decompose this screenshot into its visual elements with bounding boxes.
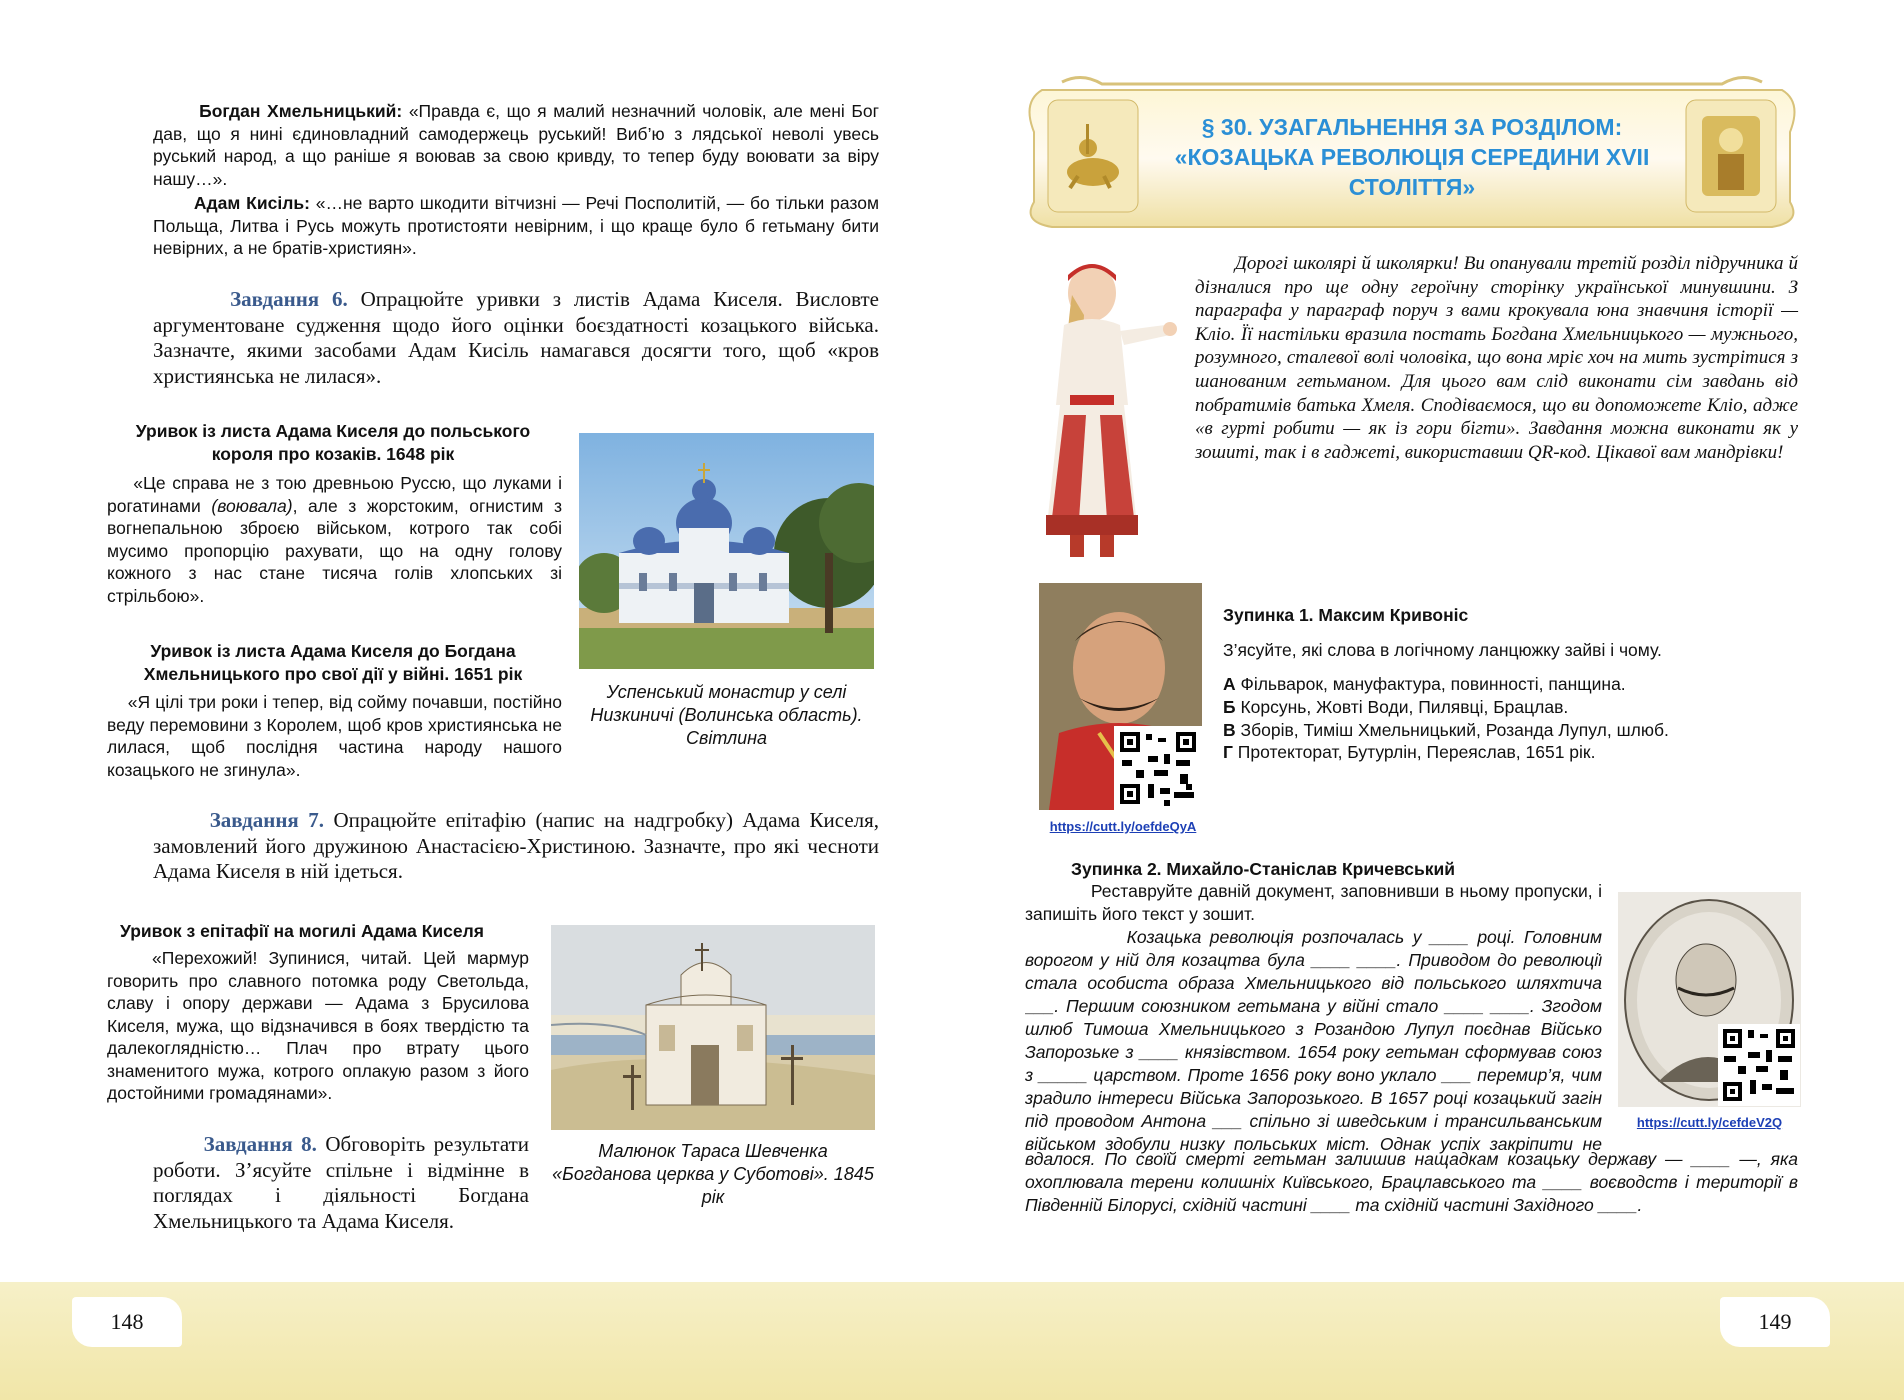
- saint-icon: [1696, 110, 1766, 202]
- horseman-emblem-icon: [1058, 110, 1128, 202]
- qr-code-icon[interactable]: [1114, 726, 1202, 810]
- page-number-left: 148: [72, 1297, 182, 1347]
- photo-1-caption: Успенський монастир у селі Низкиничі (Волинська область). Світлина: [590, 682, 863, 748]
- shevchenko-painting: [551, 925, 875, 1130]
- section-title: § 30. УЗАГАЛЬНЕННЯ ЗА РОЗДІЛОМ: «КОЗАЦЬКА РЕВОЛЮЦІЯ СЕРЕДИНИ XVII СТОЛІТТЯ»: [1174, 114, 1650, 200]
- quote-kysil: [153, 192, 879, 260]
- stop-2-document-bottom: вдалося. По своїй смерті гетьман залишив нащадкам козацьку державу — ____ —, яка охоплювала терени колишніх Київського, Брацлавського та ____ воєводств і території в Південній Білорусі, східній частині ____ та східній частині Західного ____.: [1025, 1149, 1798, 1215]
- stop-1-link[interactable]: https://cutt.ly/oefdeQyA: [1049, 819, 1197, 834]
- intro-text: Дорогі школярі й школярки! Ви опанували третій розділ підручника й дізналися про ще одну героїчну сторінку української минувшини. З параграфа у параграф поруч з вами крокувала юна знавчиня історії — Кліо. Її настільки вразила постать Богдана Хмельницького — мужнього, розумного, сталевої волі чоловіка, що вона мріє хоч на мить зустрітися з шанованим гетьманом. Для цього вам слід виконати сім завдань від побратимів батька Хмеля. Сподіваємося, що ви допоможете Кліо, адже «в гурті робити — як із гори бігти». Завдання можна виконати як у зошиті, так і в гаджеті, використавши QR-код. Цікавої вам мандрівки!: [1195, 253, 1798, 463]
- monastery-photo: [579, 433, 874, 669]
- stop-2-link[interactable]: https://cutt.ly/cefdeV2Q: [1636, 1115, 1783, 1130]
- list-item: Г Протекторат, Бутурлін, Переяслав, 1651 рік.: [1223, 742, 1596, 763]
- excerpt-1-text: «Це справа не з тою древньою Руссю, що луками і рогатинами (воювала), але з жорстоким, огнистим з вогнепальною зброєю військом, котрого так собі мусимо пропорцію рахувати, що на одну голову кожного з нас стане тисяча голів хлопських зі стрільбою».: [107, 473, 563, 606]
- task-8: [153, 1132, 529, 1234]
- task-label: Завдання 8.: [203, 1132, 317, 1156]
- task-7: [153, 808, 879, 885]
- excerpt-1-title: Уривок із листа Адама Киселя до польського короля про козаків. 1648 рік: [135, 421, 531, 464]
- task-text: Опрацюйте епітафію (напис на надгробку) Адама Киселя, замовлений його дружиною Анастасією-Христиною. Зазначте, про які чесноти Адама Киселя в ній ідеться.: [153, 808, 880, 883]
- stop-1-title: Зупинка 1. Максим Кривоніс: [1223, 605, 1469, 625]
- task-text: Опрацюйте уривки з листів Адама Киселя. Висловте аргументоване судження щодо його оцінки боєздатності козацького війська. Зазначте, якими засобами Адам Кисіль намагався досягти того, щоб «кров християнська не лилася».: [153, 287, 879, 388]
- task-6: [153, 287, 879, 389]
- clio-illustration: [1020, 255, 1180, 565]
- qr-code-icon[interactable]: [1718, 1024, 1800, 1106]
- list-item: А Фільварок, мануфактура, повинності, панщина.: [1223, 674, 1626, 694]
- stop-2-title: Зупинка 2. Михайло-Станіслав Кричевський: [1071, 859, 1456, 879]
- photo-2-caption: Малюнок Тараса Шевченка «Богданова церква у Суботові». 1845 рік: [552, 1141, 874, 1207]
- stop-2-instruction: Реставруйте давній документ, заповнивши в ньому пропуски, і запишіть його текст у зошит.: [1025, 881, 1602, 924]
- list-item: В Зборів, Тиміш Хмельницький, Розанда Лупул, шлюб.: [1223, 719, 1669, 740]
- excerpt-2-title: Уривок із листа Адама Киселя до Богдана Хмельницького про свої дії у війні. 1651 рік: [143, 641, 523, 684]
- quote-speaker: Богдан Хмельницький:: [199, 101, 403, 121]
- excerpt-3-title: Уривок з епітафії на могилі Адама Киселя: [120, 921, 484, 941]
- quote-text: «…не варто шкодити вітчизні — Речі Посполитій, — бо тільки разом Польща, Литва і Русь можуть протистояти невірним, і що краще було б гетьману бити невірних, а не братів-християн».: [153, 193, 879, 258]
- task-text: Обговоріть результати роботи. З’ясуйте спільне і відмінне в поглядах і діяльності Богдана Хмельницького та Адама Киселя.: [153, 1132, 530, 1233]
- section-banner: [1022, 72, 1802, 234]
- page-footer: [0, 1282, 1904, 1400]
- list-item: Б Корсунь, Жовті Води, Пилявці, Брацлав.: [1223, 696, 1569, 717]
- stop-2-document-top: Козацька революція розпочалась у ____ році. Головним ворогом у ній для козацтва була ____ ____. Приводом до революції стала особиста образа Хмельницького від польського шляхтича ___. Першим союзником гетьмана у війні стало ____ ____. Згодом шлюб Тимоша Хмельницького з Розандою Лупул поєднав Військо Запорозьке з ____ князівством. 1654 року гетьман сформував союз з _____ царством. Проте 1656 року воно уклало ___ перемир’я, чим зрадило інтереси Війська Запорозького. В 1657 році козацький загін під проводом Антона ___ спільно зі шведським і трансильванським військом здобули низку польських міст. Однак успіх закріпити не: [1025, 927, 1602, 1154]
- excerpt-2-text: «Я цілі три роки і тепер, від сойму почавши, постійно веду перемовини з Королем, щоб кров християнська не лилася, щоб послідня частина народу нашого козацького не згинула».: [107, 692, 562, 780]
- stop-1-list: [1223, 673, 1798, 764]
- task-label: Завдання 6.: [230, 287, 348, 311]
- quote-speaker: Адам Кисіль:: [193, 193, 310, 213]
- page-number-right: 149: [1720, 1297, 1830, 1347]
- quote-khmelnytsky: [153, 100, 879, 190]
- quote-text: «Правда є, що я малий незначний чоловік, але мені Бог дав, що я нині єдиновладний самодержець руський! Виб’ю з лядської неволі увесь руський народ, а що раніше я воював за свою кривду, то тепер буду воювати за віру нашу…».: [153, 101, 879, 189]
- excerpt-3-text: «Перехожий! Зупинися, читай. Цей мармур говорить про славного потомка роду Светольда, славу і опору держави — Адама з Брусилова Киселя, мужа, що відзначився в боях твердістю та далекоглядністю… Плач про втрату цього знаменитого мужа, котрого оплакую разом з його достойними громадянами».: [107, 948, 529, 1103]
- task-label: Завдання 7.: [209, 808, 324, 832]
- stop-1-question: З’ясуйте, які слова в логічному ланцюжку зайві і чому.: [1223, 640, 1662, 660]
